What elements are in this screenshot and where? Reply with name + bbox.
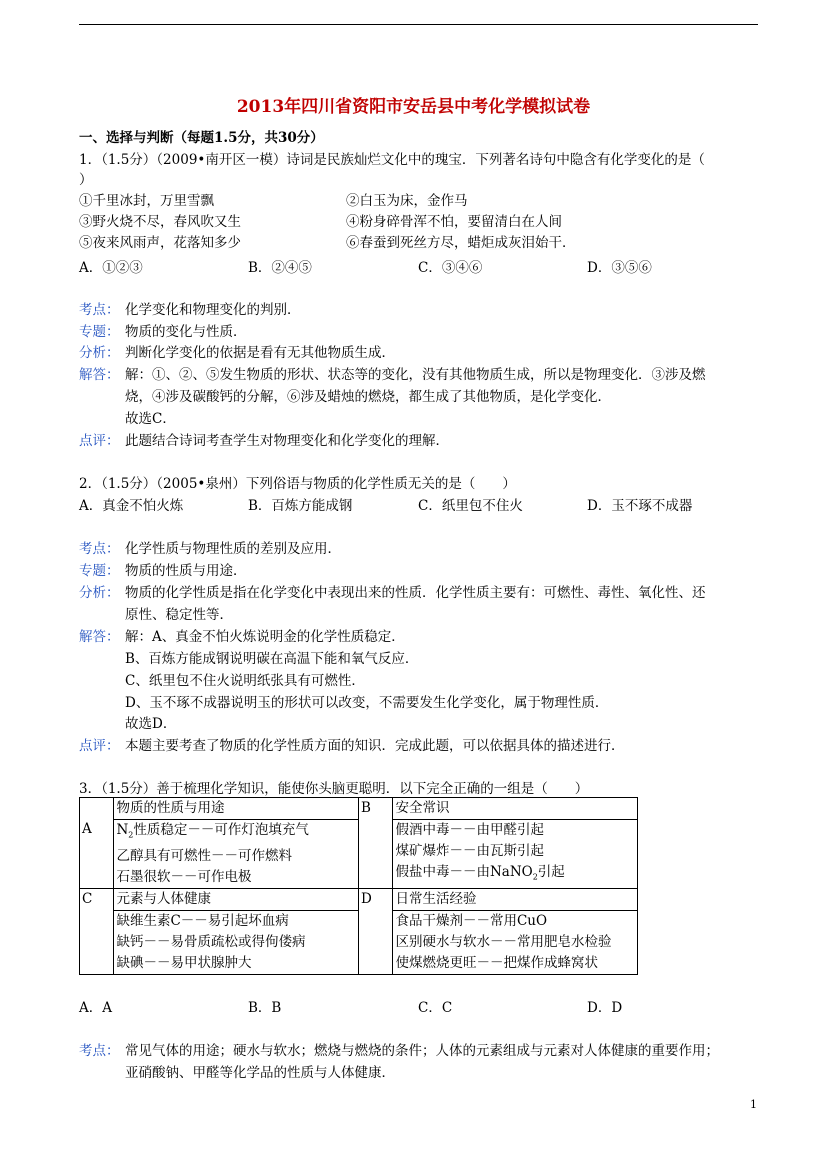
q2-stem: 2．（1.5分）（2005•泉州）下列俗语与物质的化学性质无关的是（ ） [79, 476, 516, 492]
q3-head-c: 元素与人体健康 [114, 888, 359, 910]
q1-dianping: 此题结合诗词考查学生对物理变化和化学变化的理解． [125, 433, 449, 449]
q3-a-line-2: 乙醇具有可燃性－－可作燃料 [116, 847, 292, 864]
q3-label-c: C [80, 888, 114, 974]
q1-option-b: B．②④⑤ [248, 260, 312, 276]
q1-poem-2: ②白玉为床，金作马 [346, 193, 468, 209]
q2-jieda-label: 解答： [79, 629, 120, 645]
section-heading: 一、选择与判断（每题1.5分，共30分） [79, 130, 324, 146]
q1-poem-4: ④粉身碎骨浑不怕，要留清白在人间 [346, 214, 562, 230]
q3-label-b: B [358, 798, 392, 889]
q3-table [79, 797, 638, 975]
q2-jieda-line-5: 故选D． [125, 716, 177, 732]
q1-jieda-label: 解答： [79, 367, 120, 383]
q1-option-d: D．③⑤⑥ [587, 260, 652, 276]
q3-a-line-1: $N_2$性质稳定－－可作灯泡填充气 [116, 822, 309, 840]
q2-jieda-line-4: D、玉不琢不成器说明玉的形状可以改变，不需要发生化学变化，属于物理性质． [125, 695, 609, 711]
q3-a-line-3: 石墨很软－－可作电极 [116, 868, 252, 885]
q2-fenxi-line-2: 原性、稳定性等． [125, 607, 233, 623]
q3-kaodian-line-2: 亚硝酸钠、甲醛等化学品的性质与人体健康． [125, 1065, 395, 1081]
q2-dianping-label: 点评： [79, 738, 120, 754]
q3-b-line-3: 假盐中毒－－由NaNO$_2$引起 [395, 864, 565, 882]
q3-head-a: 物质的性质与用途 [114, 798, 359, 820]
q3-kaodian-line-1: 常见气体的用途；硬水与软水；燃烧与燃烧的条件；人体的元素组成与元素对人体健康的重要作用； [125, 1043, 719, 1059]
q1-dianping-label: 点评： [79, 433, 120, 449]
q1-kaodian: 化学变化和物理变化的判别． [125, 302, 301, 318]
q3-c-line-1: 缺维生素C－－易引起坏血病 [116, 912, 289, 929]
q3-stem: 3．（1.5分）善于梳理化学知识，能使你头脑更聪明．以下完全正确的一组是（ ） [79, 781, 589, 797]
q2-zhuanti-label: 专题： [79, 563, 120, 579]
q2-jieda-line-2: B、百炼方能成钢说明碳在高温下能和氧气反应． [125, 651, 419, 667]
q1-fenxi-label: 分析： [79, 345, 120, 361]
q2-jieda-line-3: C、纸里包不住火说明纸张具有可燃性． [125, 673, 365, 689]
q3-c-line-3: 缺碘－－易甲状腺肿大 [116, 954, 252, 971]
page-number: 1 [750, 1098, 757, 1111]
q3-d-line-1: 食品干燥剂－－常用CuO [395, 912, 548, 929]
q1-poem-5: ⑤夜来风雨声，花落知多少 [79, 235, 241, 251]
q3-d-line-3: 使煤燃烧更旺－－把煤作成蜂窝状 [395, 954, 598, 971]
q3-d-line-2: 区别硬水与软水－－常用肥皂水检验 [395, 933, 612, 950]
q2-option-a: A．真金不怕火炼 [79, 498, 184, 514]
q2-option-b: B．百炼方能成钢 [248, 498, 353, 514]
q3-option-b: B．B [248, 1000, 282, 1016]
q2-kaodian-label: 考点： [79, 541, 120, 557]
q1-stem: 1．（1.5分）（2009•南开区一模）诗词是民族灿烂文化中的瑰宝．下列著名诗句中隐含有化学变化的是（ [79, 152, 705, 168]
q2-jieda-line-1: 解：A、真金不怕火炼说明金的化学性质稳定． [125, 629, 405, 645]
q3-kaodian-label: 考点： [79, 1043, 120, 1059]
q1-zhuanti-label: 专题： [79, 324, 120, 340]
q3-c-line-2: 缺钙－－易骨质疏松或得佝偻病 [116, 933, 306, 950]
q3-cell-a [114, 820, 359, 889]
page-title: 2013年四川省资阳市安岳县中考化学模拟试卷 [236, 97, 591, 117]
q2-fenxi-line-1: 物质的化学性质是指在化学变化中表现出来的性质．化学性质主要有：可燃性、毒性、氧化性、还 [125, 585, 706, 601]
q1-fenxi: 判断化学变化的依据是看有无其他物质生成． [125, 345, 395, 361]
q2-kaodian: 化学性质与物理性质的差别及应用． [125, 541, 341, 557]
q3-option-d: D．D [587, 1000, 623, 1016]
q1-poem-3: ③野火烧不尽，春风吹又生 [79, 214, 241, 230]
q2-option-d: D．玉不琢不成器 [587, 498, 693, 514]
q3-label-d: D [358, 888, 392, 974]
q1-kaodian-label: 考点： [79, 302, 120, 318]
q3-cell-c [114, 910, 359, 974]
q3-cell-b [393, 820, 638, 889]
q1-option-c: C．③④⑥ [418, 260, 483, 276]
q2-dianping: 本题主要考查了物质的化学性质方面的知识．完成此题，可以依据具体的描述进行． [125, 738, 625, 754]
q2-option-c: C．纸里包不住火 [418, 498, 523, 514]
q3-option-c: C．C [418, 1000, 453, 1016]
q1-stem-end: ） [79, 172, 93, 188]
q1-jieda-line-1: 解：①、②、⑤发生物质的形状、状态等的变化，没有其他物质生成，所以是物理变化．③涉及燃 [125, 367, 706, 383]
q1-zhuanti: 物质的变化与性质． [125, 324, 247, 340]
q3-cell-d [393, 910, 638, 974]
q3-b-line-1: 假酒中毒－－由甲醛引起 [395, 822, 544, 838]
q1-poem-1: ①千里冰封，万里雪飘 [79, 193, 214, 209]
q2-fenxi-label: 分析： [79, 585, 120, 601]
q3-b-line-2: 煤矿爆炸－－由瓦斯引起 [395, 843, 544, 859]
q1-poem-6: ⑥春蚕到死丝方尽，蜡炬成灰泪始干． [346, 235, 576, 251]
q1-jieda-line-2: 烧，④涉及碳酸钙的分解，⑥涉及蜡烛的燃烧，都生成了其他物质，是化学变化． [125, 389, 611, 405]
q2-zhuanti: 物质的性质与用途． [125, 563, 247, 579]
q1-option-a: A．①②③ [79, 260, 143, 276]
header-rule [79, 24, 758, 25]
q3-option-a: A．A [79, 1000, 112, 1016]
q3-label-a: A [80, 798, 114, 889]
q1-jieda-line-3: 故选C． [125, 411, 176, 427]
q3-head-d: 日常生活经验 [393, 888, 638, 910]
q3-head-b: 安全常识 [393, 798, 638, 820]
